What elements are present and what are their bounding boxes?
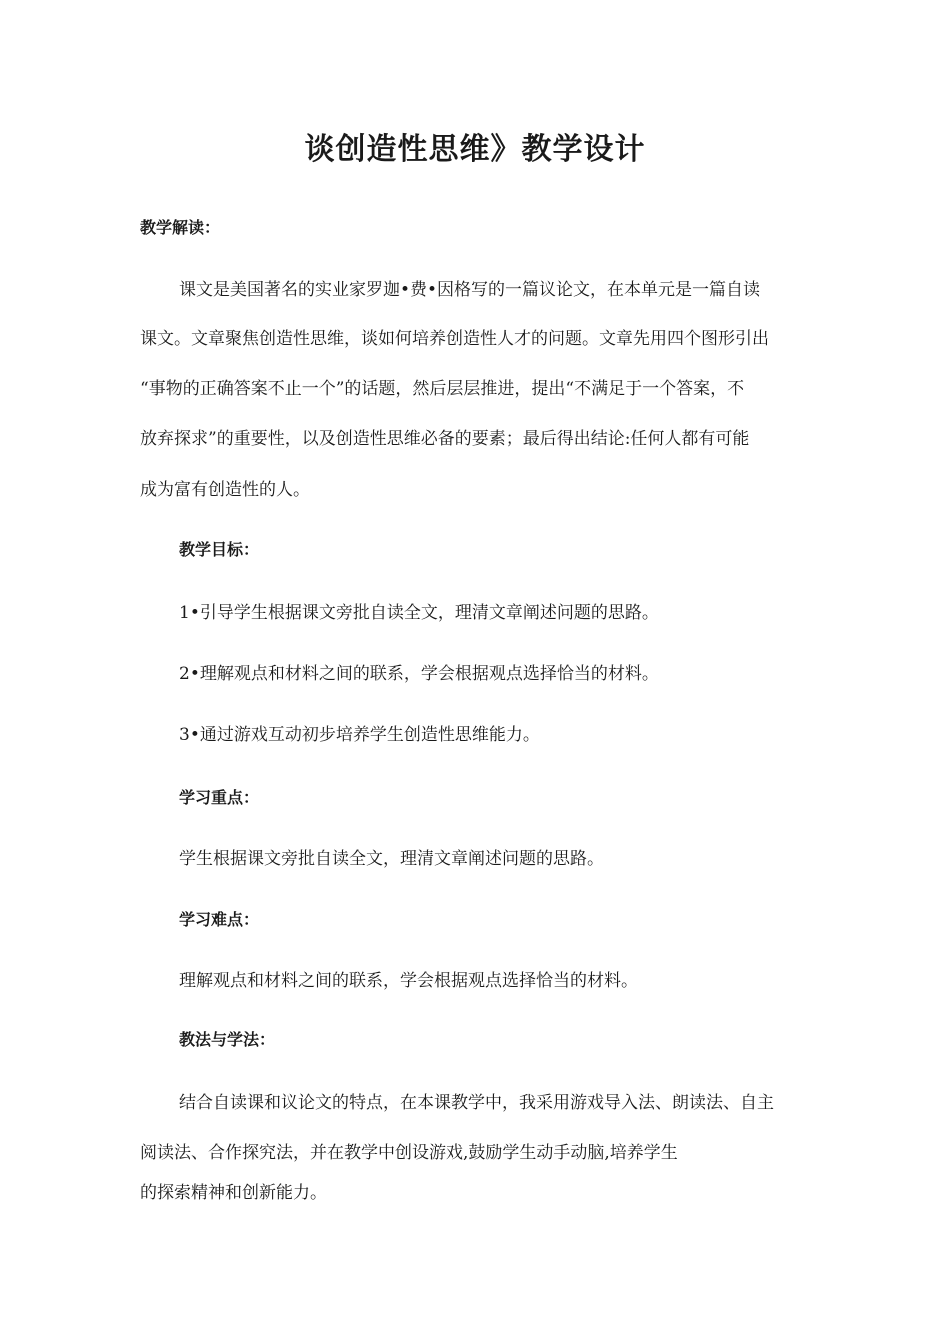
methods-line: 阅读法、合作探究法，并在教学中创设游戏,鼓励学生动手动脑,培养学生 bbox=[140, 1143, 678, 1163]
methods-line: 结合自读课和议论文的特点，在本课教学中，我采用游戏导入法、朗读法、自主 bbox=[179, 1093, 774, 1113]
goal-item: 2•理解观点和材料之间的联系，学会根据观点选择恰当的材料。 bbox=[179, 664, 659, 684]
section-heading-reading: 教学解读： bbox=[140, 218, 221, 237]
section-heading-key-points: 学习重点： bbox=[179, 788, 260, 807]
difficulties-text: 理解观点和材料之间的联系，学会根据观点选择恰当的材料。 bbox=[179, 971, 638, 991]
methods-line: 的探索精神和创新能力。 bbox=[140, 1183, 327, 1203]
reading-line: 课文。文章聚焦创造性思维，谈如何培养创造性人才的问题。文章先用四个图形引出 bbox=[140, 329, 769, 349]
reading-line: 放弃探求”的重要性，以及创造性思维必备的要素；最后得出结论:任何人都有可能 bbox=[140, 429, 750, 449]
document-title: 谈创造性思维》教学设计 bbox=[304, 132, 646, 167]
section-heading-methods: 教法与学法： bbox=[179, 1030, 276, 1049]
reading-line: 成为富有创造性的人。 bbox=[140, 480, 310, 500]
reading-line: “事物的正确答案不止一个”的话题，然后层层推进，提出“不满足于一个答案，不 bbox=[140, 379, 745, 399]
section-heading-difficulties: 学习难点： bbox=[179, 910, 260, 929]
goal-item: 1•引导学生根据课文旁批自读全文，理清文章阐述问题的思路。 bbox=[179, 603, 659, 623]
key-points-text: 学生根据课文旁批自读全文，理清文章阐述问题的思路。 bbox=[179, 849, 604, 869]
reading-line: 课文是美国著名的实业家罗迦•费•因格写的一篇议论文，在本单元是一篇自读 bbox=[179, 280, 761, 300]
section-heading-goals: 教学目标： bbox=[179, 540, 260, 559]
goal-item: 3•通过游戏互动初步培养学生创造性思维能力。 bbox=[179, 725, 540, 745]
